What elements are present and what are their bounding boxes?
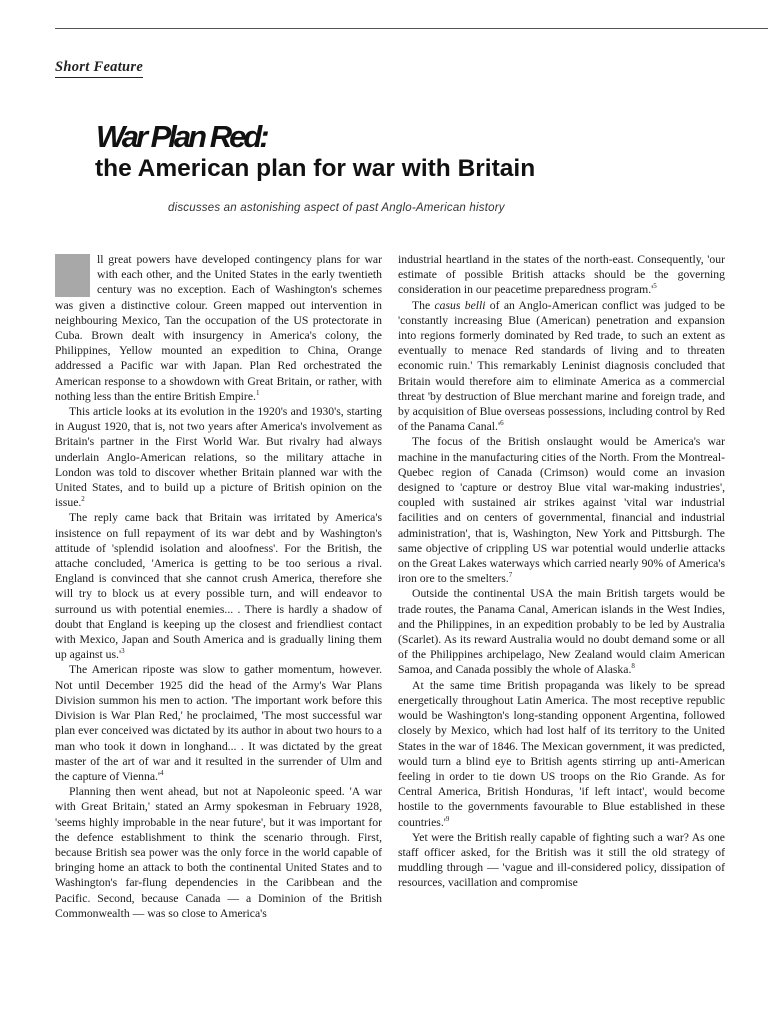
paragraph <box>398 678 725 830</box>
paragraph <box>55 662 382 784</box>
paragraph-text: At the same time British propaganda was likely to be spread energetically throughout Latin America. The most receptive republic would be Washington's long-standing opponent Argentina, followed closely by Mexico, which had lost half of its territory to the United States in the war of 1846. The Mexican government, it was predicted, would turn a blind eye to British agents stirring up anti-American feeling in order to tie down US troops on the Rio Grande. As for Central America, British Honduras, 'if left intact', would become hostile to the governments favourable to Blue established in these countries.' <box>398 678 725 829</box>
footnote-marker: 8 <box>631 662 635 671</box>
paragraph <box>55 252 382 404</box>
paragraph <box>55 404 382 510</box>
paragraph-text: ll great powers have developed contingency plans for war with each other, and the United States in the early twentieth century was no exception. Each of Washington's schemes was given a distinctive colour. Green mapped out intervention in neighbouring Mexico, Tan the occupation of the US protectorate in Cuba. Brown dealt with insurgency in America's colony, the Philippines, Yellow mounted an expedition to China, Orange addressed a Pacific war with Japan. Plan Red orchestrated the American response to a showdown with Great Britain, or rather, with nothing less than the entire British Empire. <box>55 253 382 403</box>
article-title: War Plan Red: <box>96 119 267 154</box>
footnote-marker: 6 <box>500 419 504 428</box>
paragraph-text: of an Anglo-American conflict was judged to be 'constantly increasing Blue (American) penetration and expansion into regions formerly dominated by Red trade, to such an extent as eventually to menace Red standards of living and to threaten economic ruin.' This remarkably Leninist diagnosis concluded that Britain would therefore aim to eliminate America as a commercial threat 'by destruction of Blue merchant marine and foreign trade, and by acquisition of Blue overseas possessions, including control by Red of the Panama Canal.' <box>398 298 725 434</box>
paragraph-text: The American riposte was slow to gather momentum, however. Not until December 1925 did the head of the Army's War Plans Division summon his men to action. 'The important work before this Division is War Plan Red,' he proclaimed, 'The most successful war plan ever conceived was dictated by its author in about two hours to a man who took it down in longhand... . It was dictated by the great master of the art of war and it resulted in the surrender of Ulm and the capture of Vienna.' <box>55 663 382 783</box>
footnote-marker: 1 <box>255 388 260 397</box>
italic-phrase: casus belli <box>434 298 486 312</box>
paragraph <box>55 510 382 662</box>
top-rule <box>55 28 768 29</box>
paragraph <box>398 252 725 298</box>
paragraph-text: Outside the continental USA the main British targets would be trade routes, the Panama Canal, American islands in the West Indies, and the Philippines, in an expedition probably to be led by Australia (Scarlet). As its reward Australia would no doubt demand some or all of the Philippines archipelago, New Zealand would claim American Samoa, and Canada possibly the whole of Alaska. <box>398 587 725 677</box>
left-column <box>55 252 382 921</box>
paragraph <box>398 586 725 677</box>
paragraph <box>398 298 725 435</box>
footnote-marker: 9 <box>445 814 450 823</box>
footnote-marker: 4 <box>160 769 164 778</box>
paragraph <box>398 830 725 891</box>
drop-cap-placeholder <box>55 254 90 297</box>
paragraph <box>55 784 382 921</box>
section-label: Short Feature <box>55 58 143 78</box>
paragraph-lead-text: The <box>412 298 435 312</box>
footnote-marker: 3 <box>121 647 125 656</box>
footnote-marker: 7 <box>508 571 513 580</box>
paragraph-text: Planning then went ahead, but not at Napoleonic speed. 'A war with Great Britain,' stated an Army spokesman in February 1928, 'seems highly improbable in the near future', but it was important for the defence establishment to think the scenario through. First, because British sea power was the only force in the world capable of bringing home an attack to both the continental United States and to Washington's far-flung dependencies in the Caribbean and the Pacific. Second, because Canada — a Dominion of the British Commonwealth — was so close to America's <box>55 785 382 920</box>
article-subtitle: the American plan for war with Britain <box>95 155 536 182</box>
paragraph <box>398 434 725 586</box>
paragraph-text: The reply came back that Britain was irritated by America's insistence on full repayment of its war debt and by Washington's attitude of 'splendid isolation and aloofness'. For the British, the attache concluded, 'America is getting to be too serious a rival. England is convinced that she cannot crush America, therefore she will try to block us at every possible turn, and will endeavor to surround us with potential enemies... . There is hardly a shadow of doubt that England is keeping up the closest and friendliest contact with Mexico, Japan and South America and is gradually lining them up against us.' <box>55 511 382 662</box>
right-column <box>398 252 725 891</box>
paragraph-text: industrial heartland in the states of the north-east. Consequently, 'our estimate of possible British attacks should be the governing consideration in our peacetime preparedness program.' <box>398 253 725 297</box>
paragraph-text: Yet were the British really capable of fighting such a war? As one staff officer asked, for the British was it still the old strategy of muddling through — 'vague and ill-considered policy, dissipation of resources, vacillation and compromise <box>398 830 725 890</box>
paragraph-text: The focus of the British onslaught would be America's war machine in the manufacturing cities of the North. From the Montreal-Quebec region of Canada (Crimson) would come an invasion designed to 'capture or destroy Blue vital war-making industries', coupled with sustained air strikes against 'vital war industrial facilities and on centers of governmental, financial and industrial administration', that is, Washington, New York and Pittsburgh. The same objective of crippling US war potential would underlie attacks on the Great Lakes waterways which carried nearly 90% of America's iron ore to the smelters. <box>398 435 725 586</box>
footnote-marker: 5 <box>653 282 657 291</box>
paragraph-text: This article looks at its evolution in the 1920's and 1930's, starting in August 1920, that is, not two years after America's involvement as Britain's partner in the First World War. But rivalry had always underlain Anglo-American relations, so the military attache in London was told to discover whether Britain planned war with the United States, and to build up a picture of British opinion on the issue. <box>55 405 382 510</box>
article-standfirst: discusses an astonishing aspect of past Anglo-American history <box>168 202 505 214</box>
footnote-marker: 2 <box>81 495 85 504</box>
